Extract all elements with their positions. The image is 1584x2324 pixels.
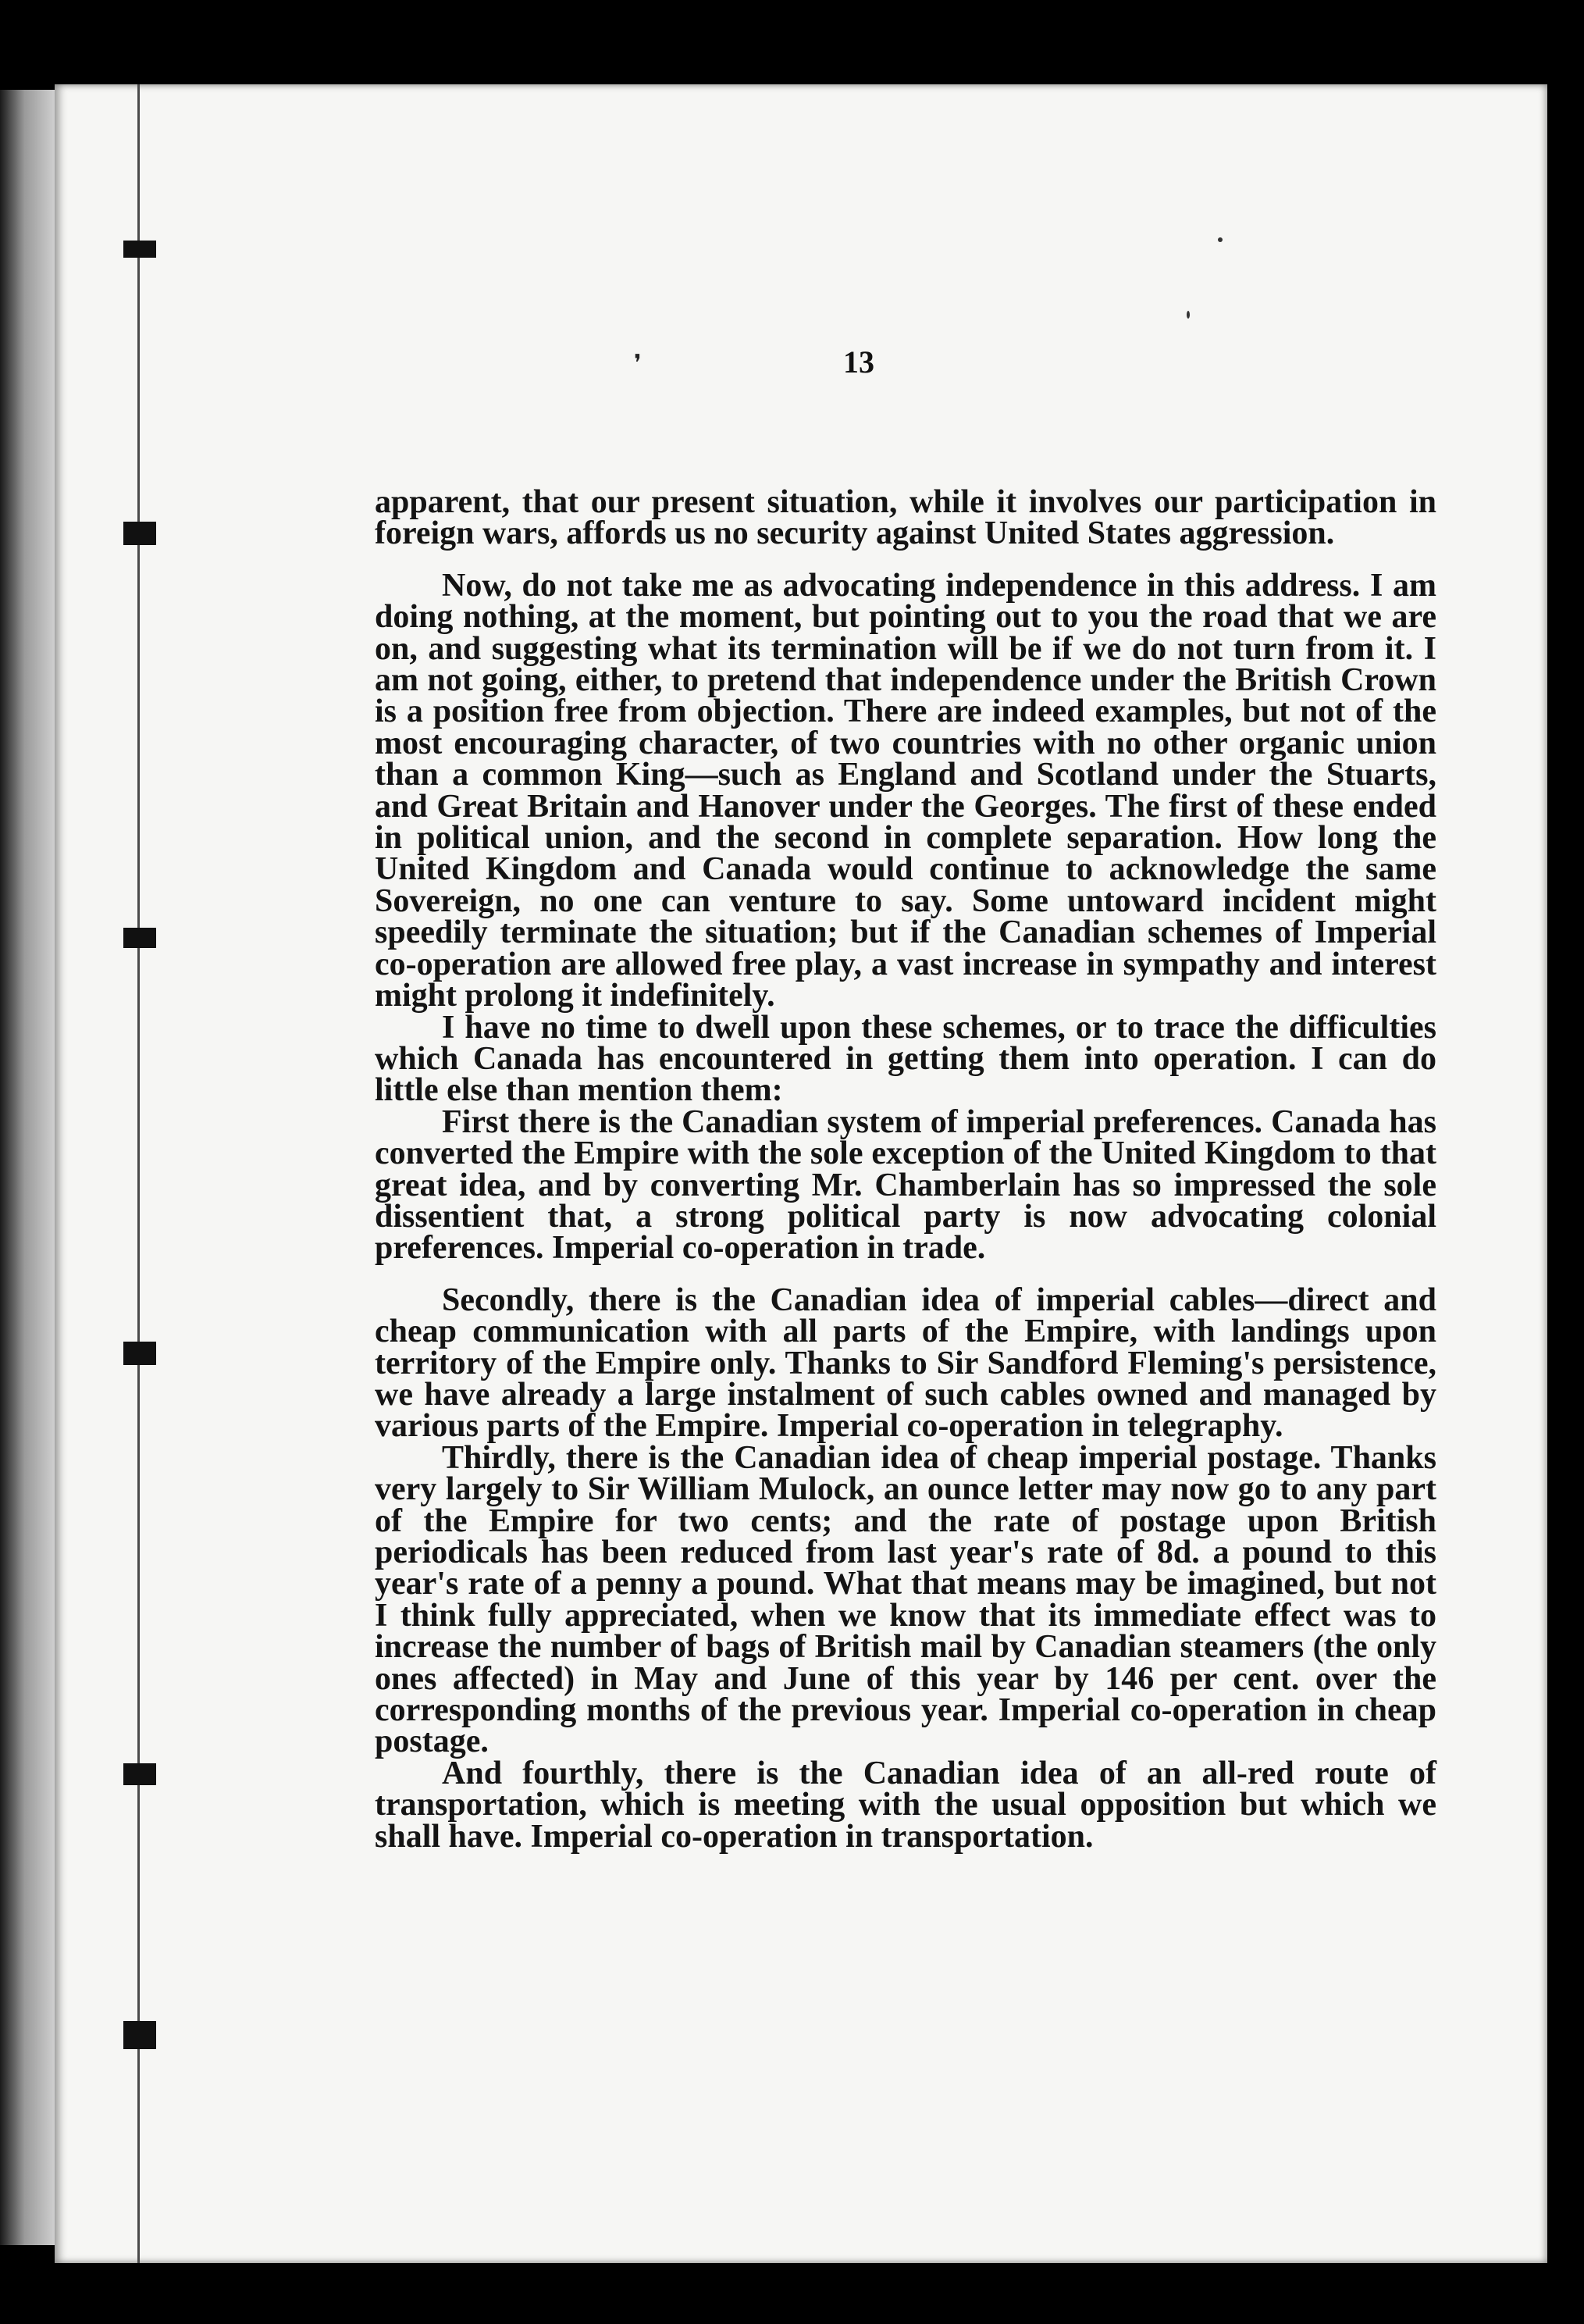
scan-dark-margin <box>0 90 55 2245</box>
binding-stitch-mark <box>123 2021 156 2049</box>
scan-speck <box>1187 311 1190 319</box>
paragraph: Thirdly, there is the Canadian idea of cheap imperial postage. Thanks very largely to Sir William Mulock, an ounce letter may now go to any part of the Empire for two cents; and the rate of postage upon British periodicals has been reduced from last year's rate of 8d. a pound to this year's rate of a penny a pound. What that means may be imagined, but not I think fully appreciated, when we know that its immediate effect was to increase the number of bags of British mail by Canadian steamers (the only ones affected) in May and June of this year by 146 per cent. over the corresponding months of the previous year. Imperial co-operation in cheap postage. <box>375 1439 1436 1760</box>
binding-gutter-line <box>137 84 140 2263</box>
scan-speck <box>1218 237 1223 242</box>
binding-stitch-mark <box>123 241 156 258</box>
paragraph: I have no time to dwell upon these schemes, or to trace the difficulties which Canada has encountered in getting them into operation. I can do little else than mention them: <box>375 1009 1436 1109</box>
binding-stitch-mark <box>123 1342 156 1365</box>
binding-stitch-mark <box>123 522 156 545</box>
paragraph: Now, do not take me as advocating independence in this address. I am doing nothing, at the moment, but pointing out to you the road that we are on, and suggesting what its termination will be if we do not turn from it. I am not going, either, to pretend that independence under the British Crown is a position free from objection. There are indeed examples, but not of the most encouraging character, of two countries with no other organic union than a common King—such as England and Scotland under the Stuarts, and Great Britain and Hanover under the Georges. The first of these ended in political union, and the second in complete separation. How long the United Kingdom and Canada would continue to acknowledge the same Sovereign, no one can venture to say. Some untoward incident might speedily terminate the situation; but if the Canadian schemes of Imperial co-operation are allowed free play, a vast increase in sympathy and interest might prolong it indefinitely. <box>375 567 1436 1014</box>
paragraph: Secondly, there is the Canadian idea of imperial cables—direct and cheap communication with all parts of the Empire, with landings upon territory of the Empire only. Thanks to Sir Sandford Fleming's persistence, we have already a large instalment of such cables owned and managed by various parts of the Empire. Imperial co-operation in telegraphy. <box>375 1281 1436 1445</box>
body-text <box>375 484 1436 1855</box>
ink-blot-mark: ❜ <box>634 351 642 376</box>
paragraph: apparent, that our present situation, while it involves our participation in foreign wars, affords us no security against United States aggression. <box>375 484 1436 552</box>
book-page <box>55 84 1547 2263</box>
page-number: 13 <box>843 344 874 380</box>
binding-stitch-mark <box>123 1763 156 1785</box>
binding-stitch-mark <box>123 928 156 948</box>
paragraph: First there is the Canadian system of imperial preferences. Canada has converted the Empire with the sole exception of the United Kingdom to that great idea, and by converting Mr. Chamberlain has so impressed the sole dissentient that, a strong political party is now advocating colonial preferences. Imperial co-operation in trade. <box>375 1103 1436 1267</box>
paragraph: And fourthly, there is the Canadian idea of an all-red route of transportation, which is meeting with the usual opposition but which we shall have. Imperial co-operation in transportation. <box>375 1755 1436 1855</box>
